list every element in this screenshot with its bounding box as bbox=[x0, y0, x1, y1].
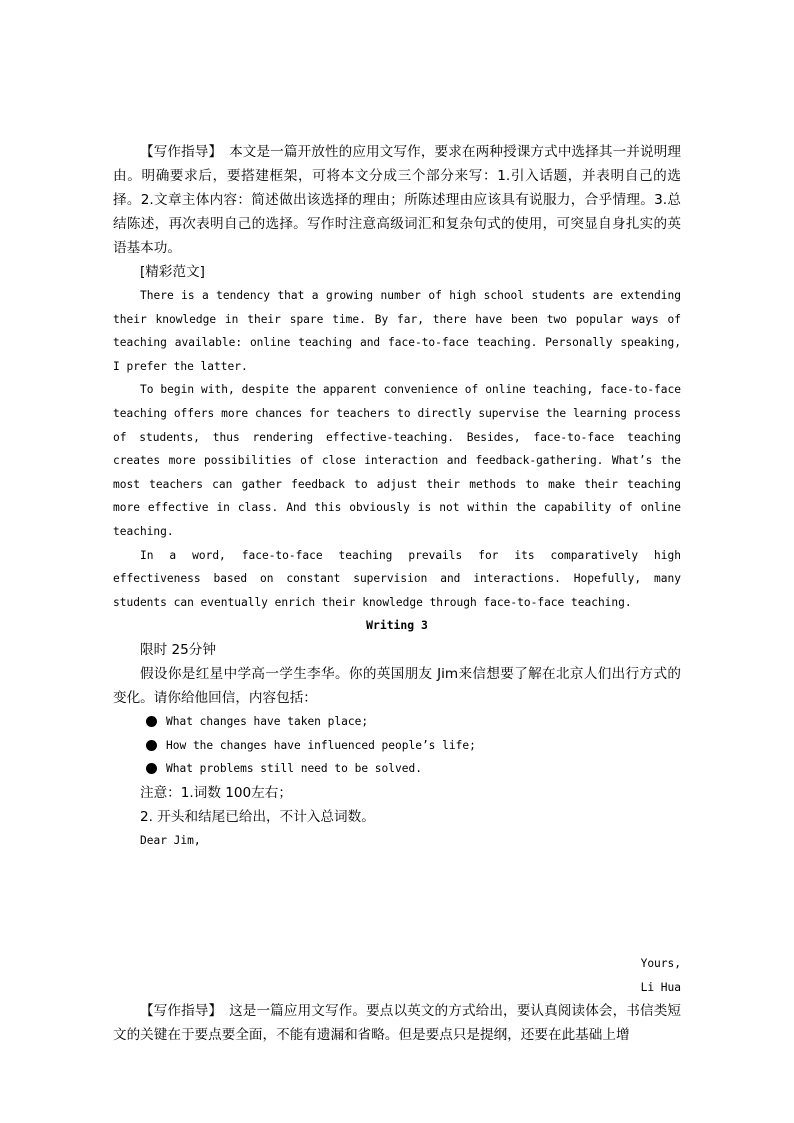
writing-guide-paragraph: 【写作指导】 本文是一篇开放性的应用文写作，要求在两种授课方式中选择其一并说明理由。明确要求后，要搭建框架，可将本文分成三个部分来写：1.引入话题，并表明自己的选择。2.文章主体内容：简述做出该选择的理由；所陈述理由应该具有说服力，合乎情理。3.总结陈述，再次表明自己的选择。写作时注意高级词汇和复杂句式的使用，可突显自身扎实的英语基本功。 bbox=[113, 144, 681, 256]
letter-greeting: Dear Jim, bbox=[140, 833, 201, 847]
letter-signature: Li Hua bbox=[640, 980, 681, 994]
bullet-text: What changes have taken place; bbox=[166, 714, 369, 728]
bullet-icon bbox=[146, 716, 157, 727]
time-limit: 限时 25分钟 bbox=[140, 641, 216, 658]
note-word-count: 注意：1.词数 100左右； bbox=[140, 784, 292, 801]
writing-guide-paragraph-2: 【写作指导】 这是一篇应用文写作。要点以英文的方式给出，要认真阅读体会，书信类短文的关键在于要点要全面，不能有遗漏和省略。但是要点只是提纲，还要在此基础上增 bbox=[113, 1003, 681, 1044]
essay-paragraph-2: To begin with, despite the apparent convenience of online teaching, face-to-face teaching offers more chances for teachers to directly supervise the learning process of students, thus rendering effective-teaching. Besides, face-to-face teaching creates more possibilities of close interaction and feedback-gathering. What’s the most teachers can gather feedback to adjust their methods to make their teaching more effective in class. And this obviously is not within the capability of online teaching. bbox=[113, 383, 681, 538]
writing-space bbox=[113, 852, 681, 952]
essay-paragraph-1: There is a tendency that a growing number of high school students are extending their knowledge in their spare time. By far, there have been two popular ways of teaching available: online teaching and face-to-face teaching. Personally speaking, I prefer the latter. bbox=[113, 289, 681, 373]
bullet-item bbox=[113, 710, 681, 734]
bullet-text: How the changes have influenced people’s life; bbox=[166, 738, 476, 752]
task-prompt: 假设你是红星中学高一学生李华。你的英国朋友 Jim来信想要了解在北京人们出行方式的变化。请你给他回信，内容包括： bbox=[113, 665, 681, 706]
bullet-item bbox=[113, 757, 681, 781]
essay-paragraph-3: In a word, face-to-face teaching prevails for its comparatively high effectiveness based on constant supervision and interactions. Hopefully, many students can eventually enrich their knowledge through face-to-face teaching. bbox=[113, 548, 681, 609]
bullet-text: What problems still need to be solved. bbox=[166, 762, 422, 776]
section-title: Writing 3 bbox=[366, 618, 428, 633]
bullet-item bbox=[113, 734, 681, 758]
bullet-icon bbox=[146, 740, 157, 751]
document-page bbox=[113, 140, 681, 1047]
note-opening-closing: 2. 开头和结尾已给出，不计入总词数。 bbox=[140, 808, 375, 825]
model-essay-label: [精彩范文] bbox=[140, 264, 205, 280]
letter-closing: Yours, bbox=[640, 957, 681, 971]
